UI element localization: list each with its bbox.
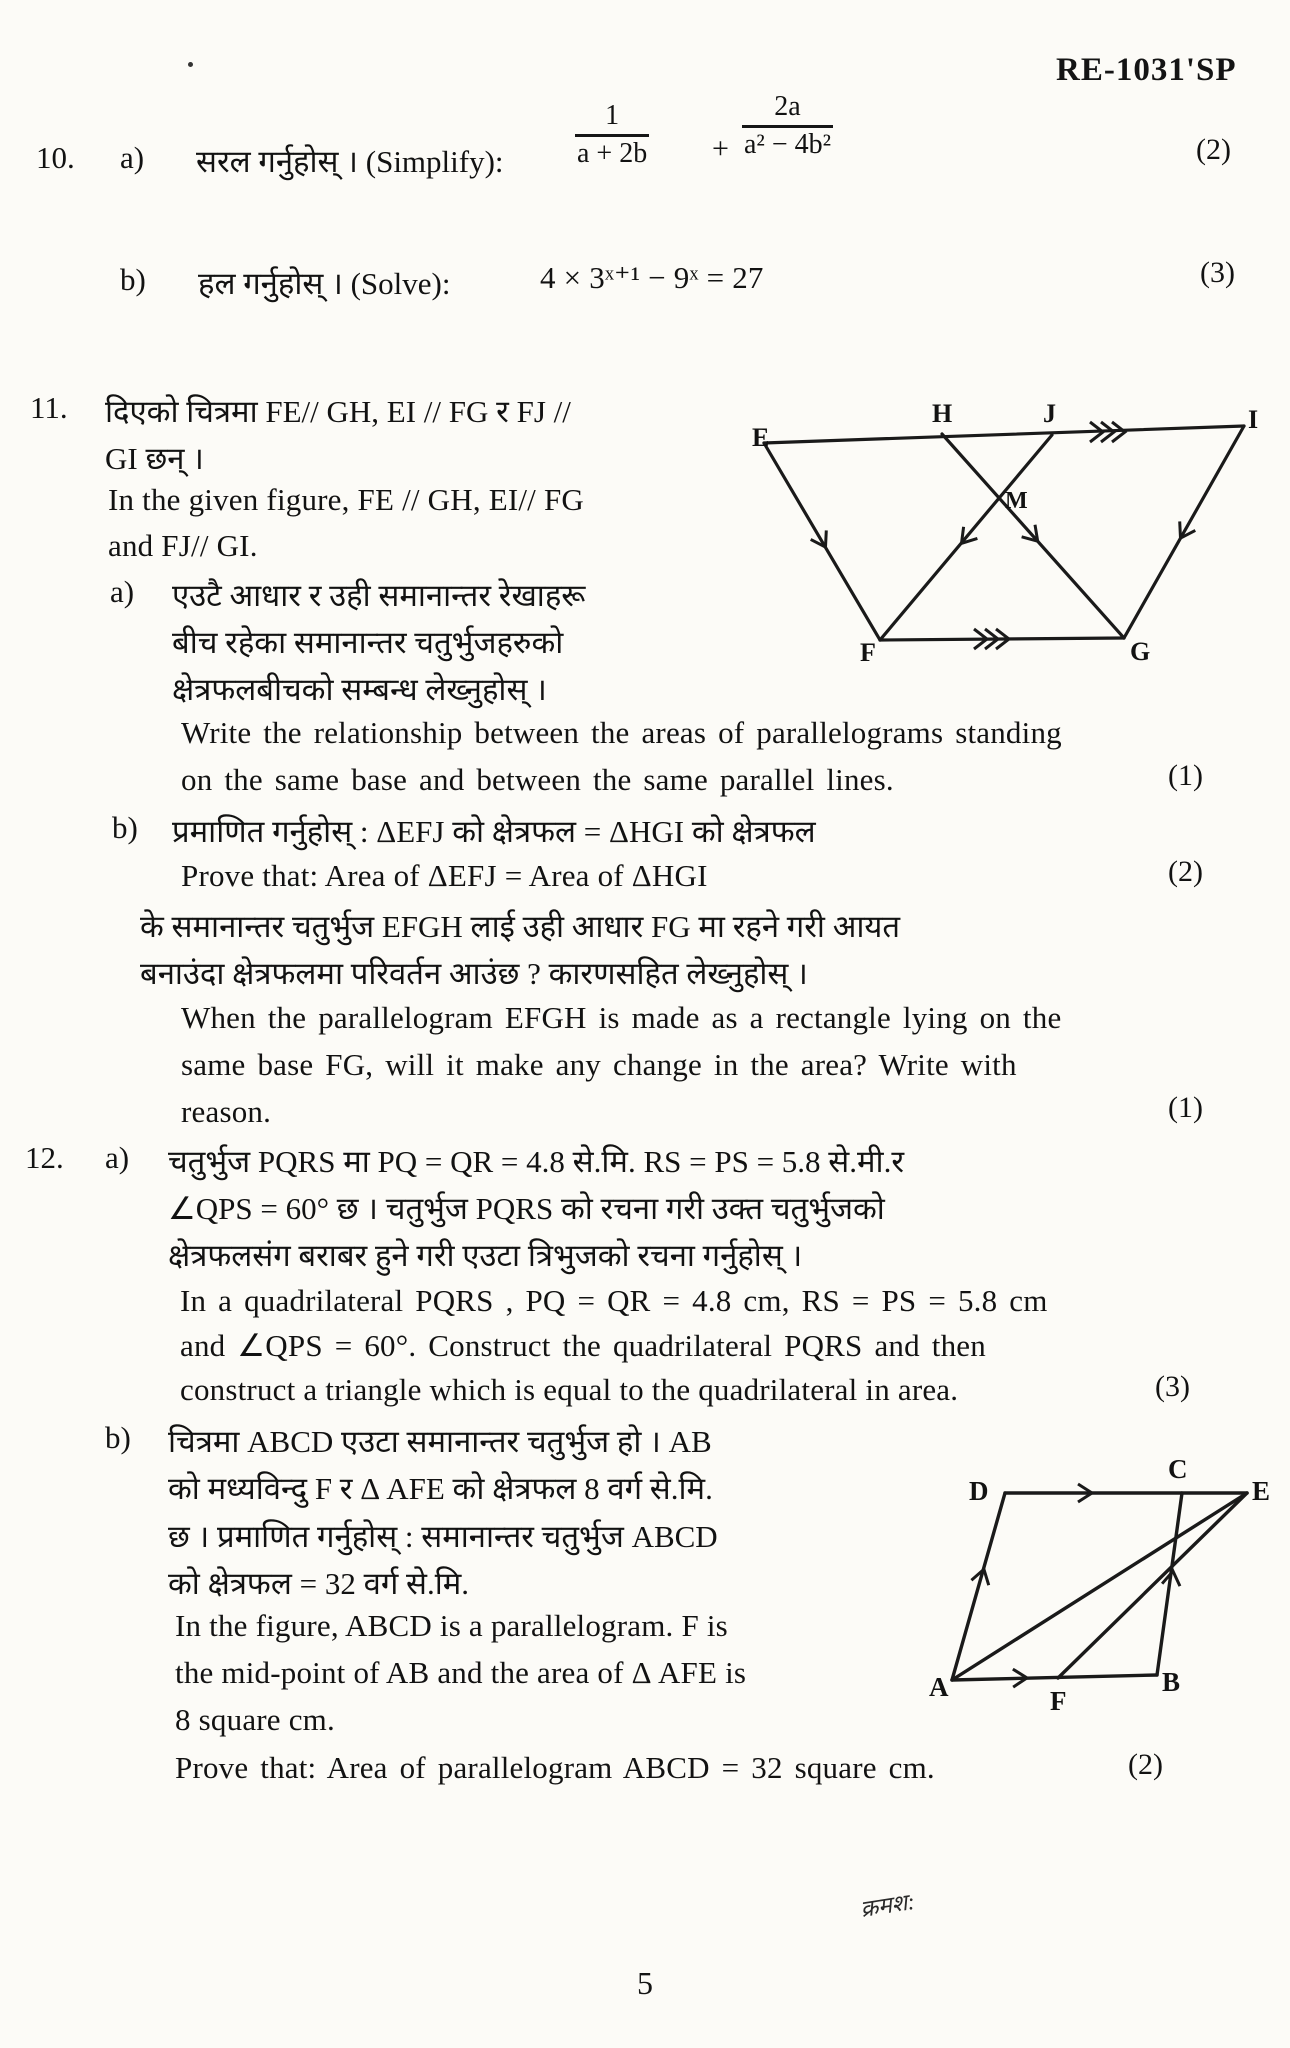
q10-b-label: b) <box>120 262 146 297</box>
q12-b-english-line-3: 8 square cm. <box>175 1702 335 1737</box>
vertex-label-D: D <box>969 1476 989 1506</box>
q11-b-label: b) <box>112 810 138 845</box>
q12-a-nepali-line-3: क्षेत्रफलसंग बराबर हुने गरी एउटा त्रिभुजको रचना गर्नुहोस् । <box>168 1238 803 1273</box>
q11-nepali-line-2: GI छन् । <box>105 441 204 476</box>
vertex-label-A: A <box>929 1672 949 1702</box>
q11-a-english-line-1: Write the relationship between the areas of parallelograms standing <box>181 715 1062 750</box>
plus-sign: + <box>712 132 729 165</box>
q11-number: 11. <box>30 390 68 425</box>
q11-nepali-line-1: दिएको चित्रमा FE// GH, EI // FG र FJ // <box>105 394 571 429</box>
q12-a-english-line-1: In a quadrilateral PQRS , PQ = QR = 4.8 cm, RS = PS = 5.8 cm <box>180 1283 1048 1318</box>
q12-b-english-line-4: Prove that: Area of parallelogram ABCD = 32 square cm. <box>175 1750 935 1785</box>
q11-b-english-line-1: Prove that: Area of ΔEFJ = Area of ΔHGI <box>181 858 708 893</box>
vertex-label-B: B <box>1162 1667 1181 1697</box>
vertex-label-C: C <box>1168 1454 1188 1484</box>
q12-a-label: a) <box>105 1140 130 1175</box>
q11-b-nepali-line-1: प्रमाणित गर्नुहोस् : ΔEFJ को क्षेत्रफल = ΔHGI को क्षेत्रफल <box>172 814 816 849</box>
q11-b-english-line-2: When the parallelogram EFGH is made as a rectangle lying on the <box>181 1000 1062 1035</box>
q11-english-line-2: and FJ// GI. <box>108 528 258 563</box>
q12-b-english-line-2: the mid-point of AB and the area of Δ AFE is <box>175 1655 747 1690</box>
q12-b-nepali-line-3: छ । प्रमाणित गर्नुहोस् : समानान्तर चतुर्भुज ABCD <box>168 1519 718 1554</box>
fraction-1-numerator: 1 <box>575 101 649 137</box>
q11-a-nepali-line-2: बीच रहेका समानान्तर चतुर्भुजहरुको <box>172 625 564 660</box>
q11-a-nepali-line-3: क्षेत्रफलबीचको सम्बन्ध लेख्नुहोस् । <box>172 672 547 707</box>
q12-a-english-line-2: and ∠QPS = 60°. Construct the quadrilateral PQRS and then <box>180 1328 986 1363</box>
handwritten-note: क्रमश: <box>858 1888 917 1923</box>
midpoint-label-F: F <box>1050 1686 1067 1716</box>
vertex-label-J: J <box>1043 399 1056 428</box>
q10-b-marks: (3) <box>1200 256 1235 289</box>
q12-b-nepali-line-2: को मध्यविन्दु F र Δ AFE को क्षेत्रफल 8 वर्ग से.मि. <box>168 1471 713 1506</box>
vertex-label-G: G <box>1130 637 1151 666</box>
scan-dot <box>188 62 193 67</box>
q11-a-english-line-2: on the same base and between the same parallel lines. <box>181 762 894 797</box>
q12-b-nepali-line-4: को क्षेत्रफल = 32 वर्ग से.मि. <box>168 1566 470 1601</box>
q10-a-fraction-1 <box>575 101 649 170</box>
q12-a-marks: (3) <box>1155 1370 1190 1403</box>
paper-code: RE-1031'SP <box>1056 52 1237 88</box>
q11-b-nepali-line-2: के समानान्तर चतुर्भुज EFGH लाई उही आधार FG मा रहने गरी आयत <box>140 909 901 944</box>
q12-number: 12. <box>25 1140 64 1175</box>
figure-q11-parallel-lines <box>752 398 1260 666</box>
q10-a-marks: (2) <box>1196 133 1231 166</box>
q12-a-nepali-line-1: चतुर्भुज PQRS मा PQ = QR = 4.8 से.मि. RS = PS = 5.8 से.मी.र <box>168 1144 905 1179</box>
point-label-M: M <box>1005 488 1028 514</box>
fraction-2-numerator: 2a <box>742 92 833 128</box>
q11-b-marks-2: (1) <box>1168 1091 1203 1124</box>
q10-a-fraction-2 <box>742 92 833 161</box>
q12-a-english-line-3: construct a triangle which is equal to the quadrilateral in area. <box>180 1372 959 1407</box>
q10-a-label: a) <box>120 140 145 175</box>
vertex-label-E: E <box>752 423 770 452</box>
q11-english-line-1: In the given figure, FE // GH, EI// FG <box>108 482 584 517</box>
q11-b-english-line-4: reason. <box>181 1094 272 1129</box>
q12-b-label: b) <box>105 1420 131 1455</box>
q10-number: 10. <box>36 140 75 175</box>
q11-b-nepali-line-3: बनाउंदा क्षेत्रफलमा परिवर्तन आउंछ ? कारणसहित लेख्नुहोस् । <box>140 956 808 991</box>
q10-b-prompt: हल गर्नुहोस् । (Solve): <box>198 266 451 301</box>
vertex-label-H: H <box>932 399 953 428</box>
vertex-label-E: E <box>1252 1476 1271 1506</box>
q12-a-nepali-line-2: ∠QPS = 60° छ । चतुर्भुज PQRS को रचना गरी उक्त चतुर्भुजको <box>168 1191 885 1226</box>
q11-b-marks-1: (2) <box>1168 855 1203 888</box>
fraction-1-denominator: a + 2b <box>577 137 648 169</box>
vertex-label-I: I <box>1248 405 1259 434</box>
fraction-2-denominator: a² − 4b² <box>744 128 832 160</box>
q12-b-english-line-1: In the figure, ABCD is a parallelogram. F is <box>175 1608 728 1643</box>
page-number: 5 <box>637 1965 653 2001</box>
q10-b-expression: 4 × 3ˣ⁺¹ − 9ˣ = 27 <box>540 260 764 295</box>
q12-b-nepali-line-1: चित्रमा ABCD एउटा समानान्तर चतुर्भुज हो । AB <box>168 1424 712 1459</box>
q12-b-marks: (2) <box>1128 1748 1163 1781</box>
q11-a-nepali-line-1: एउटै आधार र उही समानान्तर रेखाहरू <box>172 578 586 613</box>
vertex-label-F: F <box>860 638 876 666</box>
q11-a-marks: (1) <box>1168 759 1203 792</box>
q11-a-label: a) <box>110 574 135 609</box>
figure-q12-parallelogram <box>925 1448 1273 1730</box>
q11-b-english-line-3: same base FG, will it make any change in the area? Write with <box>181 1047 1017 1082</box>
q10-a-prompt: सरल गर्नुहोस् । (Simplify): <box>196 144 504 179</box>
